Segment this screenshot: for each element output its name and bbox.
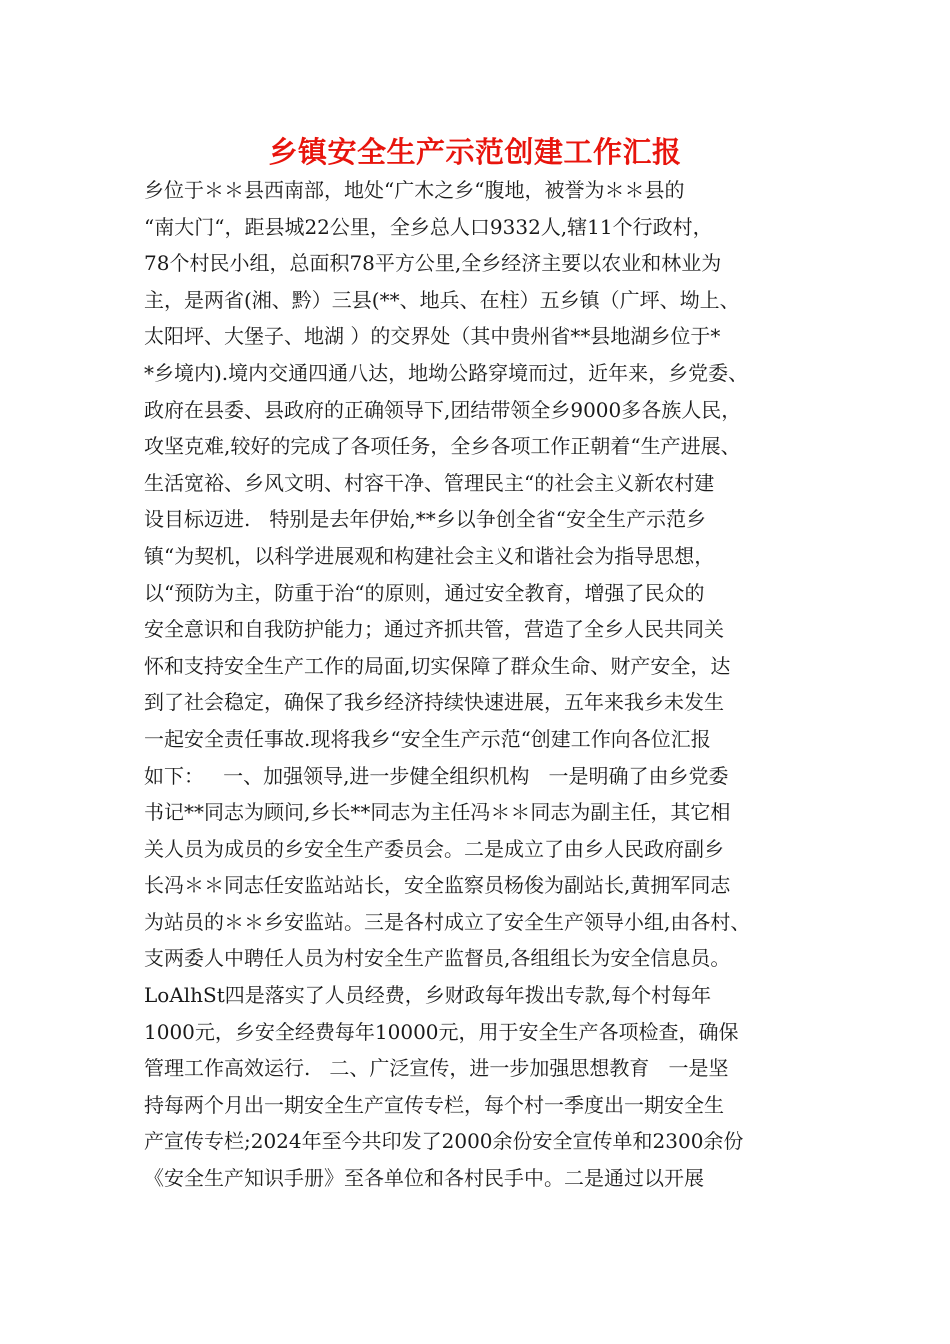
text-line: 主，是两省(湘、黔）三县(**、地兵、在柱）五乡镇（广坪、坳上、 [144, 287, 740, 312]
text-line: 生活宽裕、乡风文明、村容干净、管理民主“的社会主义新农村建 [144, 470, 715, 495]
body-text [144, 172, 816, 1197]
text-line: 持每两个月出一期安全生产宣传专栏，每个村一季度出一期安全生 [144, 1092, 724, 1117]
text-line: 产宣传专栏;2024年至今共印发了2000余份安全宣传单和2300余份 [144, 1129, 744, 1154]
text-line: 长冯＊＊同志任安监站站长，安全监察员杨俊为副站长,黄拥军同志 [144, 873, 731, 898]
text-line: *乡境内).境内交通四通八达，地坳公路穿境而过，近年来，乡党委、 [144, 360, 749, 385]
text-line: 一起安全责任事故.现将我乡“安全生产示范“创建工作向各位汇报 [144, 726, 711, 751]
text-line: 书记**同志为顾问,乡长**同志为主任冯＊＊同志为副主任，其它相 [144, 800, 731, 825]
text-line: 镇“为契机，以科学进展观和构建社会主义和谐社会为指导思想， [144, 543, 715, 568]
text-line: 78个村民小组，总面积78平方公里,全乡经济主要以农业和林业为 [144, 251, 722, 276]
text-line: 到了社会稳定，确保了我乡经济持续快速进展，五年来我乡未发生 [144, 690, 724, 715]
text-line: 怀和支持安全生产工作的局面,切实保障了群众生命、财产安全，达 [144, 653, 731, 678]
page-title: 乡镇安全生产示范创建工作汇报 [268, 135, 682, 169]
text-line: LoAlhSt四是落实了人员经费，乡财政每年拨出专款,每个村每年 [144, 983, 712, 1008]
text-line: 攻坚克难,较好的完成了各项任务，全乡各项工作正朝着“生产进展、 [144, 434, 741, 459]
text-line: 如下： 一、加强领导,进一步健全组织机构 一是明确了由乡党委 [144, 763, 729, 788]
text-line: 为站员的＊＊乡安监站。三是各村成立了安全生产领导小组,由各村、 [144, 909, 751, 934]
text-line: 设目标迈进. 特别是去年伊始,**乡以争创全省“安全生产示范乡 [144, 507, 707, 532]
text-line: 政府在县委、县政府的正确领导下,团结带领全乡9000多各族人民， [144, 397, 742, 422]
text-line: 管理工作高效运行. 二、广泛宣传，进一步加强思想教育 一是坚 [144, 1056, 729, 1081]
text-line: 关人员为成员的乡安全生产委员会。二是成立了由乡人民政府副乡 [144, 836, 724, 861]
text-line: 以“预防为主，防重于治“的原则，通过安全教育，增强了民众的 [144, 580, 705, 605]
text-line: “南大门“，距县城22公里，全乡总人口9332人,辖11个行政村， [144, 214, 713, 239]
text-line: 支两委人中聘任人员为村安全生产监督员,各组组长为安全信息员。 [144, 946, 731, 971]
text-line: 《安全生产知识手册》至各单位和各村民手中。二是通过以开展 [144, 1166, 704, 1191]
text-line: 乡位于＊＊县西南部，地处“广木之乡“腹地，被誉为＊＊县的 [144, 178, 685, 202]
text-line: 安全意识和自我防护能力；通过齐抓共管，营造了全乡人民共同关 [144, 617, 724, 642]
text-line: 1000元，乡安全经费每年10000元，用于安全生产各项检查，确保 [144, 1019, 739, 1044]
text-line: 太阳坪、大堡子、地湖 ）的交界处（其中贵州省**县地湖乡位于* [144, 324, 721, 349]
